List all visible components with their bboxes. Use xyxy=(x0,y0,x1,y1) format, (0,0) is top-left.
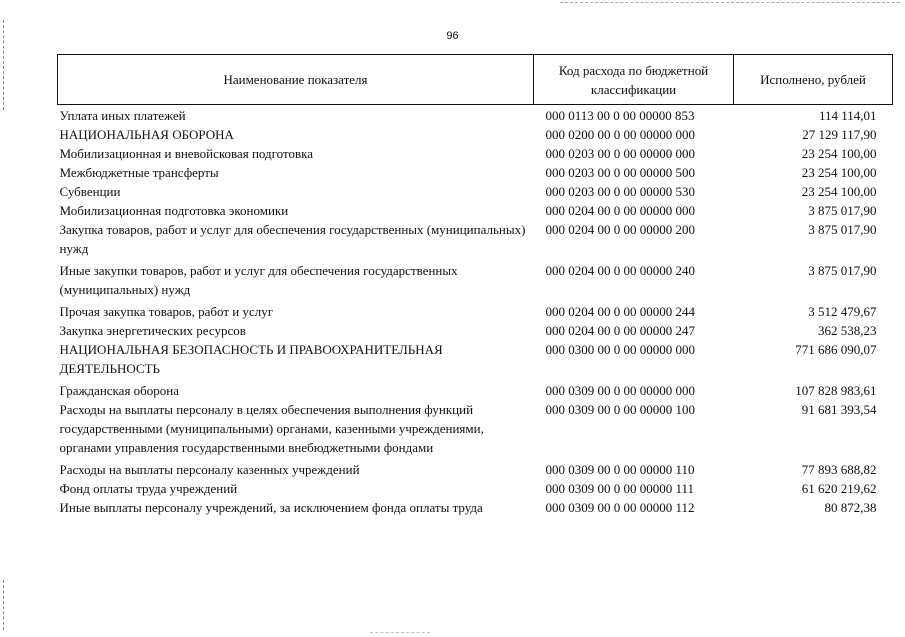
row-code: 000 0309 00 0 00 00000 111 xyxy=(545,481,695,496)
row-name: Межбюджетные трансферты xyxy=(59,165,219,180)
row-code: 000 0309 00 0 00 00000 000 xyxy=(545,383,695,398)
row-code: 000 0204 00 0 00 00000 240 xyxy=(545,263,695,278)
row-amount: 23 254 100,00 xyxy=(801,146,877,161)
row-amount: 771 686 090,07 xyxy=(795,342,877,357)
table-row xyxy=(58,400,893,460)
table-row xyxy=(58,498,893,517)
row-name: Расходы на выплаты персоналу в целях обеспечения выполнения функций государственными (муниципальными) органами, казенными учреждениями, органами управления государственными внебюджетными фондами xyxy=(59,402,484,455)
table-row xyxy=(58,340,893,381)
table-row xyxy=(58,144,893,163)
table-row xyxy=(58,163,893,182)
row-name: Иные закупки товаров, работ и услуг для обеспечения государственных (муниципальных) нужд xyxy=(59,263,458,297)
row-code: 000 0309 00 0 00 00000 110 xyxy=(545,462,695,477)
table-row xyxy=(58,321,893,340)
row-code: 000 0204 00 0 00 00000 200 xyxy=(545,222,695,237)
row-code: 000 0203 00 0 00 00000 500 xyxy=(545,165,695,180)
row-name: НАЦИОНАЛЬНАЯ ОБОРОНА xyxy=(59,127,234,142)
row-name: Мобилизационная подготовка экономики xyxy=(59,203,289,218)
row-name: Уплата иных платежей xyxy=(59,108,186,123)
header-indicator-name: Наименование показателя xyxy=(58,55,534,105)
row-name: Фонд оплаты труда учреждений xyxy=(59,481,238,496)
table-row xyxy=(58,125,893,144)
row-code: 000 0204 00 0 00 00000 247 xyxy=(545,323,695,338)
table-row xyxy=(58,479,893,498)
row-code: 000 0203 00 0 00 00000 000 xyxy=(545,146,695,161)
row-amount: 3 875 017,90 xyxy=(808,222,877,237)
row-code: 000 0309 00 0 00 00000 112 xyxy=(545,500,695,515)
table-row xyxy=(58,261,893,302)
table-row xyxy=(58,201,893,220)
row-name: Закупка энергетических ресурсов xyxy=(59,323,246,338)
row-code: 000 0203 00 0 00 00000 530 xyxy=(545,184,695,199)
row-name: Расходы на выплаты персоналу казенных учреждений xyxy=(59,462,360,477)
row-name: Гражданская оборона xyxy=(59,383,180,398)
page-number: 96 xyxy=(446,30,459,42)
row-amount: 3 875 017,90 xyxy=(808,203,877,218)
row-name: Прочая закупка товаров, работ и услуг xyxy=(59,304,274,319)
row-name: Субвенции xyxy=(59,184,121,199)
row-amount: 114 114,01 xyxy=(818,108,877,123)
scan-artifact-edge-bottom xyxy=(3,580,5,630)
table-row xyxy=(58,381,893,400)
row-amount: 3 512 479,67 xyxy=(808,304,877,319)
row-amount: 77 893 688,82 xyxy=(801,462,877,477)
budget-execution-table xyxy=(57,54,893,517)
row-code: 000 0204 00 0 00 00000 000 xyxy=(545,203,695,218)
table-row xyxy=(58,460,893,479)
row-amount: 80 872,38 xyxy=(824,500,877,515)
row-name: НАЦИОНАЛЬНАЯ БЕЗОПАСНОСТЬ И ПРАВООХРАНИТЕЛЬНАЯ ДЕЯТЕЛЬНОСТЬ xyxy=(59,342,443,376)
row-amount: 3 875 017,90 xyxy=(808,263,877,278)
table-header-row xyxy=(58,55,893,105)
scan-artifact-bottom xyxy=(370,632,430,633)
row-code: 000 0309 00 0 00 00000 100 xyxy=(545,402,695,417)
table-row xyxy=(58,105,893,126)
row-code: 000 0300 00 0 00 00000 000 xyxy=(545,342,695,357)
row-code: 000 0113 00 0 00 00000 853 xyxy=(545,108,695,123)
row-name: Мобилизационная и вневойсковая подготовка xyxy=(59,146,314,161)
row-amount: 107 828 983,61 xyxy=(795,383,877,398)
row-name: Иные выплаты персоналу учреждений, за исключением фонда оплаты труда xyxy=(59,500,483,515)
row-amount: 91 681 393,54 xyxy=(801,402,877,417)
row-amount: 23 254 100,00 xyxy=(801,184,877,199)
table-row xyxy=(58,302,893,321)
row-amount: 27 129 117,90 xyxy=(802,127,877,142)
row-amount: 61 620 219,62 xyxy=(801,481,877,496)
header-executed-amount: Исполнено, рублей xyxy=(734,55,893,105)
row-code: 000 0204 00 0 00 00000 244 xyxy=(545,304,695,319)
row-amount: 362 538,23 xyxy=(818,323,877,338)
row-code: 000 0200 00 0 00 00000 000 xyxy=(545,127,695,142)
table-row xyxy=(58,220,893,261)
row-amount: 23 254 100,00 xyxy=(801,165,877,180)
row-name: Закупка товаров, работ и услуг для обеспечения государственных (муниципальных) нужд xyxy=(59,222,526,256)
table-row xyxy=(58,182,893,201)
scan-artifact-top xyxy=(560,2,900,3)
header-budget-code: Код расхода по бюджетной классификации xyxy=(534,55,734,105)
